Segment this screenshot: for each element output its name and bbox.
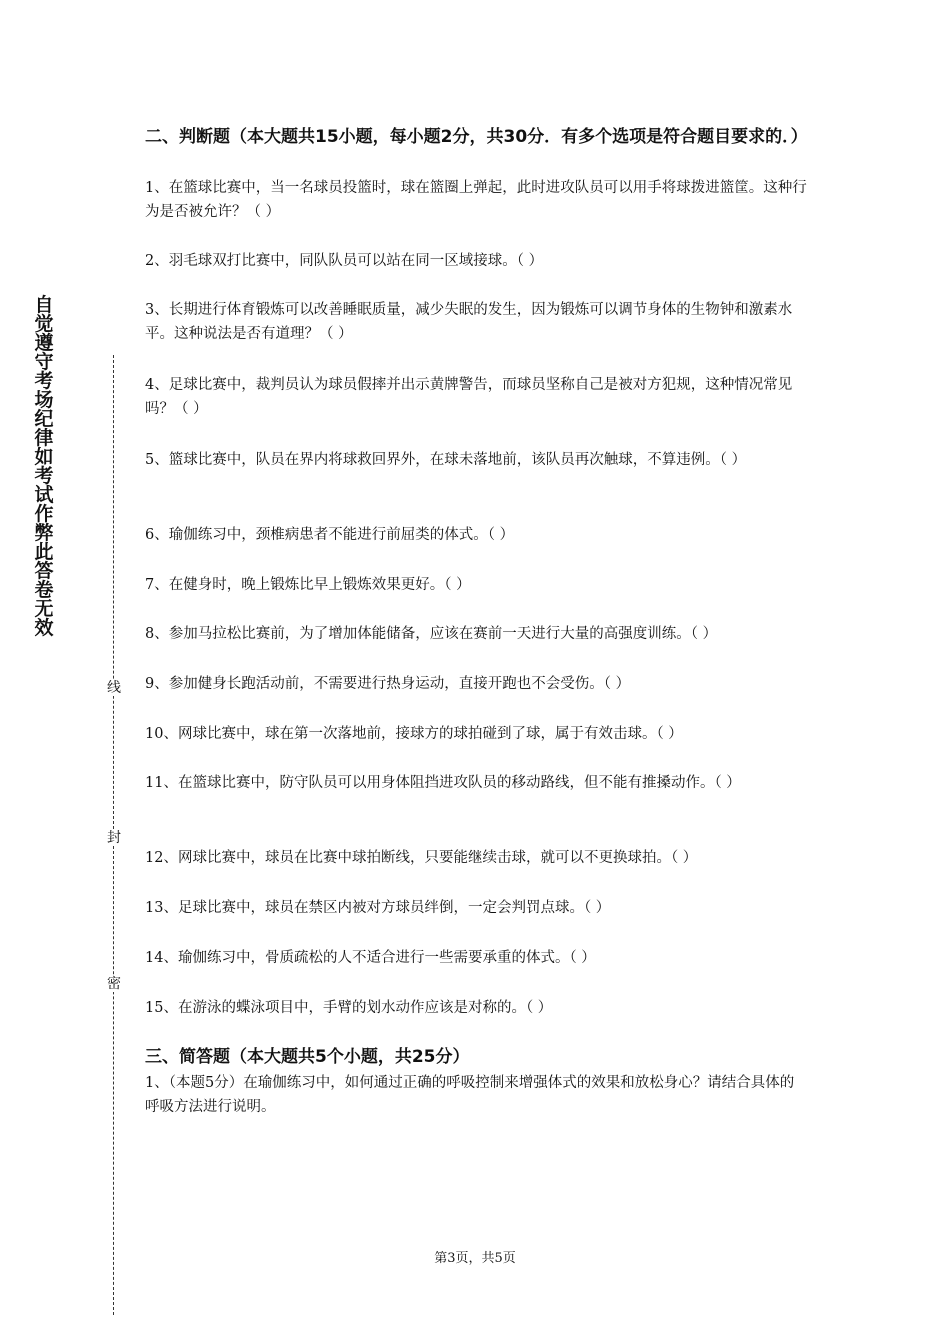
question-2-6: 6、瑜伽练习中，颈椎病患者不能进行前屈类的体式。（ ） <box>145 527 515 543</box>
question-2-11: 11、在篮球比赛中，防守队员可以用身体阻挡进攻队员的移动路线，但不能有推搡动作。（ ） <box>145 775 741 791</box>
question-2-4: 4、足球比赛中，裁判员认为球员假摔并出示黄牌警告，而球员坚称自己是被对方犯规，这种情况常见吗？（ ） <box>145 377 793 417</box>
binding-mark-feng: 封 <box>104 830 124 846</box>
binding-mark-mi: 密 <box>104 976 124 992</box>
question-2-15: 15、在游泳的蝶泳项目中，手臂的划水动作应该是对称的。（ ） <box>145 1000 553 1016</box>
binding-mark-xian: 线 <box>104 680 124 696</box>
question-2-10: 10、网球比赛中，球在第一次落地前，接球方的球拍碰到了球，属于有效击球。（ ） <box>145 726 683 742</box>
question-2-13: 13、足球比赛中，球员在禁区内被对方球员绊倒，一定会判罚点球。（ ） <box>145 900 611 916</box>
question-2-7: 7、在健身时，晚上锻炼比早上锻炼效果更好。（ ） <box>145 577 471 593</box>
question-2-2: 2、羽毛球双打比赛中，同队队员可以站在同一区域接球。（ ） <box>145 253 544 269</box>
question-2-5: 5、篮球比赛中，队员在界内将球救回界外，在球未落地前，该队员再次触球，不算违例。（ ） <box>145 452 747 468</box>
exam-discipline-warning: 自觉遵守考场纪律如考试作弊此答卷无效 <box>34 294 54 639</box>
question-2-9: 9、参加健身长跑活动前，不需要进行热身运动，直接开跑也不会受伤。（ ） <box>145 676 631 692</box>
section-2-heading: 二、判断题（本大题共15小题，每小题2分，共30分．有多个选项是符合题目要求的．） <box>145 127 808 147</box>
question-2-3: 3、长期进行体育锻炼可以改善睡眠质量，减少失眠的发生，因为锻炼可以调节身体的生物钟和激素水平。这种说法是否有道理？（ ） <box>145 302 793 342</box>
question-2-14: 14、瑜伽练习中，骨质疏松的人不适合进行一些需要承重的体式。（ ） <box>145 950 596 966</box>
question-3-1: 1、（本题5分）在瑜伽练习中，如何通过正确的呼吸控制来增强体式的效果和放松身心？请结合具体的呼吸方法进行说明。 <box>145 1075 795 1115</box>
page-number: 第3页，共5页 <box>434 1251 516 1266</box>
section-3-heading: 三、简答题（本大题共5个小题，共25分） <box>145 1047 470 1067</box>
question-2-8: 8、参加马拉松比赛前，为了增加体能储备，应该在赛前一天进行大量的高强度训练。（ ） <box>145 626 718 642</box>
question-2-1: 1、在篮球比赛中，当一名球员投篮时，球在篮圈上弹起，此时进攻队员可以用手将球拨进篮筐。这种行为是否被允许？（ ） <box>145 180 807 220</box>
question-2-12: 12、网球比赛中，球员在比赛中球拍断线，只要能继续击球，就可以不更换球拍。（ ） <box>145 850 698 866</box>
